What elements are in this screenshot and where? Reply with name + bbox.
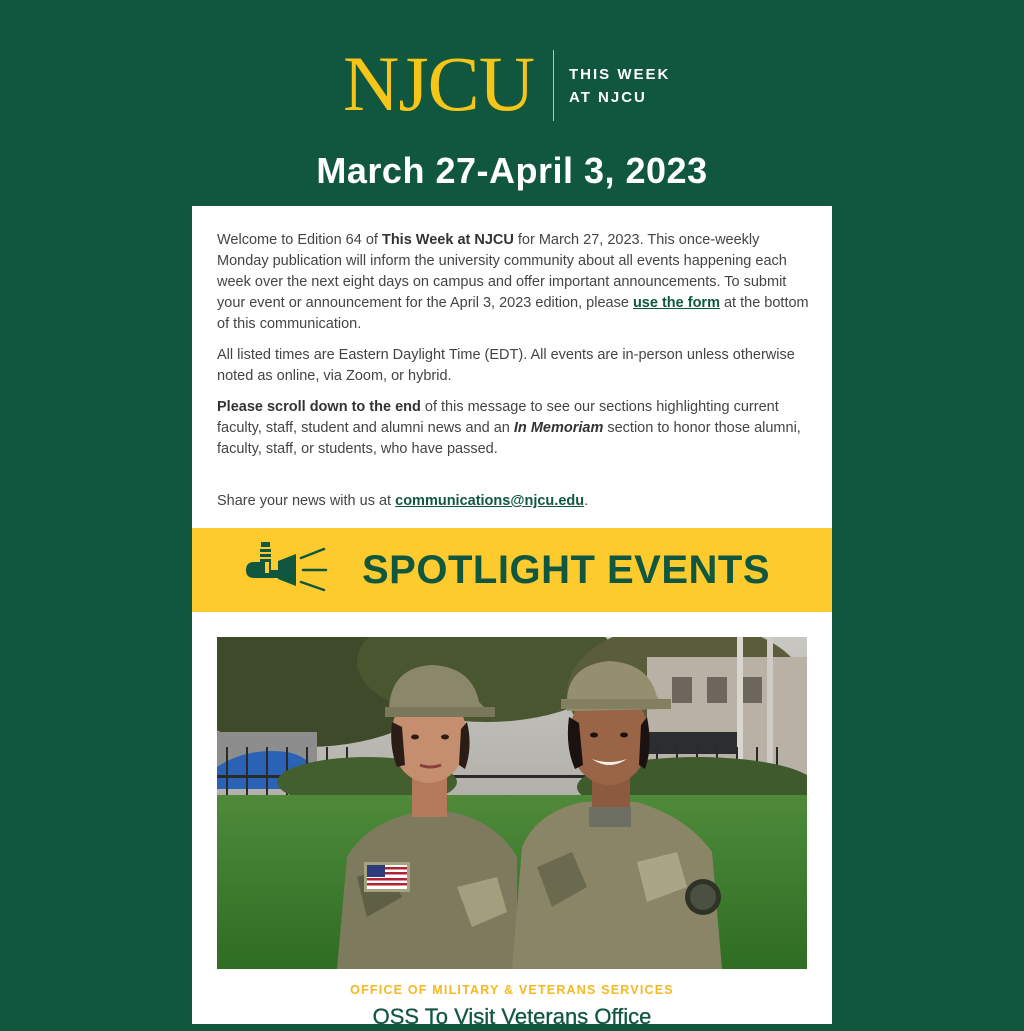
intro-text: section to honor those alumni, faculty, staff, or students, who have passed. <box>217 420 801 457</box>
logo-divider <box>553 50 554 121</box>
intro-text: Share your news with us at <box>217 493 396 509</box>
spotlight-title: SPOTLIGHT EVENTS <box>362 548 771 592</box>
logo-wordmark: NJCU <box>343 40 535 127</box>
intro-paragraph-2: All listed times are Eastern Daylight Time (EDT). All events are in-person unless otherwise noted as online, via Zoom, or hybrid. <box>217 347 795 384</box>
submission-form-link[interactable]: use the form <box>632 295 720 311</box>
publication-name: This Week at NJCU <box>381 232 514 248</box>
logo-tagline <box>569 63 670 109</box>
in-memoriam-label: In Memoriam <box>513 420 604 436</box>
scroll-note: Please scroll down to the end <box>217 399 421 415</box>
intro-text: at the bottom of this communication. <box>217 295 809 332</box>
intro-paragraph-1 <box>217 230 809 335</box>
logo-tagline-line1: THIS WEEK <box>569 66 671 83</box>
edition-date-range: March 27-April 3, 2023 <box>316 150 708 191</box>
spotlight-events-banner <box>192 528 832 612</box>
logo-tagline-line2: AT NJCU <box>569 89 647 106</box>
newsletter-header <box>0 0 1024 206</box>
communications-email-link[interactable]: communications@njcu.edu <box>395 493 585 509</box>
event-photo-image <box>217 637 807 969</box>
two-soldiers-photo[interactable] <box>217 637 807 969</box>
njcu-logo[interactable] <box>343 40 671 127</box>
newsletter-body <box>192 206 832 1029</box>
intro-section <box>217 230 809 522</box>
megaphone-icon <box>244 542 328 592</box>
intro-text: of this message to see our sections highlighting current faculty, staff, student and alumni news and an <box>217 399 779 436</box>
intro-paragraph-3 <box>217 397 809 460</box>
intro-text: Welcome to Edition 64 of <box>217 232 382 248</box>
event-department: OFFICE OF MILITARY & VETERANS SERVICES <box>350 983 674 997</box>
intro-text: . <box>584 493 589 509</box>
event-title[interactable]: OSS To Visit Veterans Office <box>372 1004 652 1029</box>
intro-text: for March 27, 2023. This once-weekly Monday publication will inform the university community about all events happening each week over the next eight days on campus and offer important announcements. To submit your event or announcement for the April 3, 2023 edition, please <box>217 232 787 311</box>
intro-paragraph-4 <box>217 491 809 512</box>
